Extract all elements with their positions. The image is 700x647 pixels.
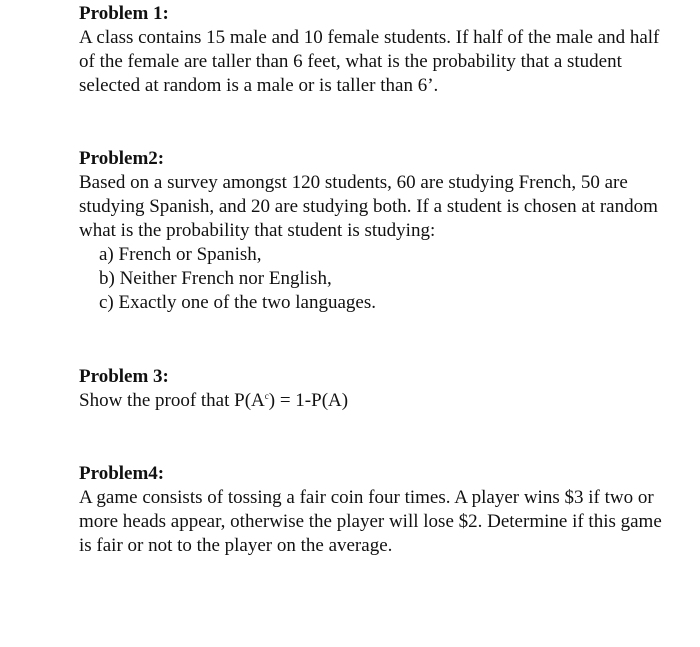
problem-3-heading: Problem 3:	[79, 366, 169, 387]
problem-4-text: A game consists of tossing a fair coin four times. A player wins $3 if two or more heads appear, otherwise the player will lose $2. Determine if this game is fair or not to the player on the average.	[79, 487, 662, 556]
problem-3-text-before: Show the proof that P(A	[79, 390, 265, 411]
complement-superscript: c	[264, 391, 269, 401]
problem-2	[79, 147, 679, 315]
problem-1-heading: Problem 1:	[79, 3, 169, 24]
problem-3	[79, 365, 679, 413]
problem-2-heading: Problem2:	[79, 148, 165, 169]
problem-2-options	[79, 243, 679, 315]
option-c: c) Exactly one of the two languages.	[99, 292, 376, 313]
option-a: a) French or Spanish,	[99, 244, 262, 265]
problem-4	[79, 462, 679, 558]
problem-1	[79, 2, 679, 98]
problem-4-heading: Problem4:	[79, 463, 165, 484]
problem-1-text: A class contains 15 male and 10 female students. If half of the male and half of the female are taller than 6 feet, what is the probability that a student selected at random is a male or is taller than 6’.	[79, 27, 660, 96]
problem-3-text	[79, 389, 679, 413]
problem-2-text: Based on a survey amongst 120 students, 60 are studying French, 50 are studying Spanish, and 20 are studying both. If a student is chosen at random what is the probability that student is studying:	[79, 172, 658, 241]
option-b: b) Neither French nor English,	[99, 268, 332, 289]
problem-3-text-after: ) = 1-P(A)	[268, 390, 349, 411]
